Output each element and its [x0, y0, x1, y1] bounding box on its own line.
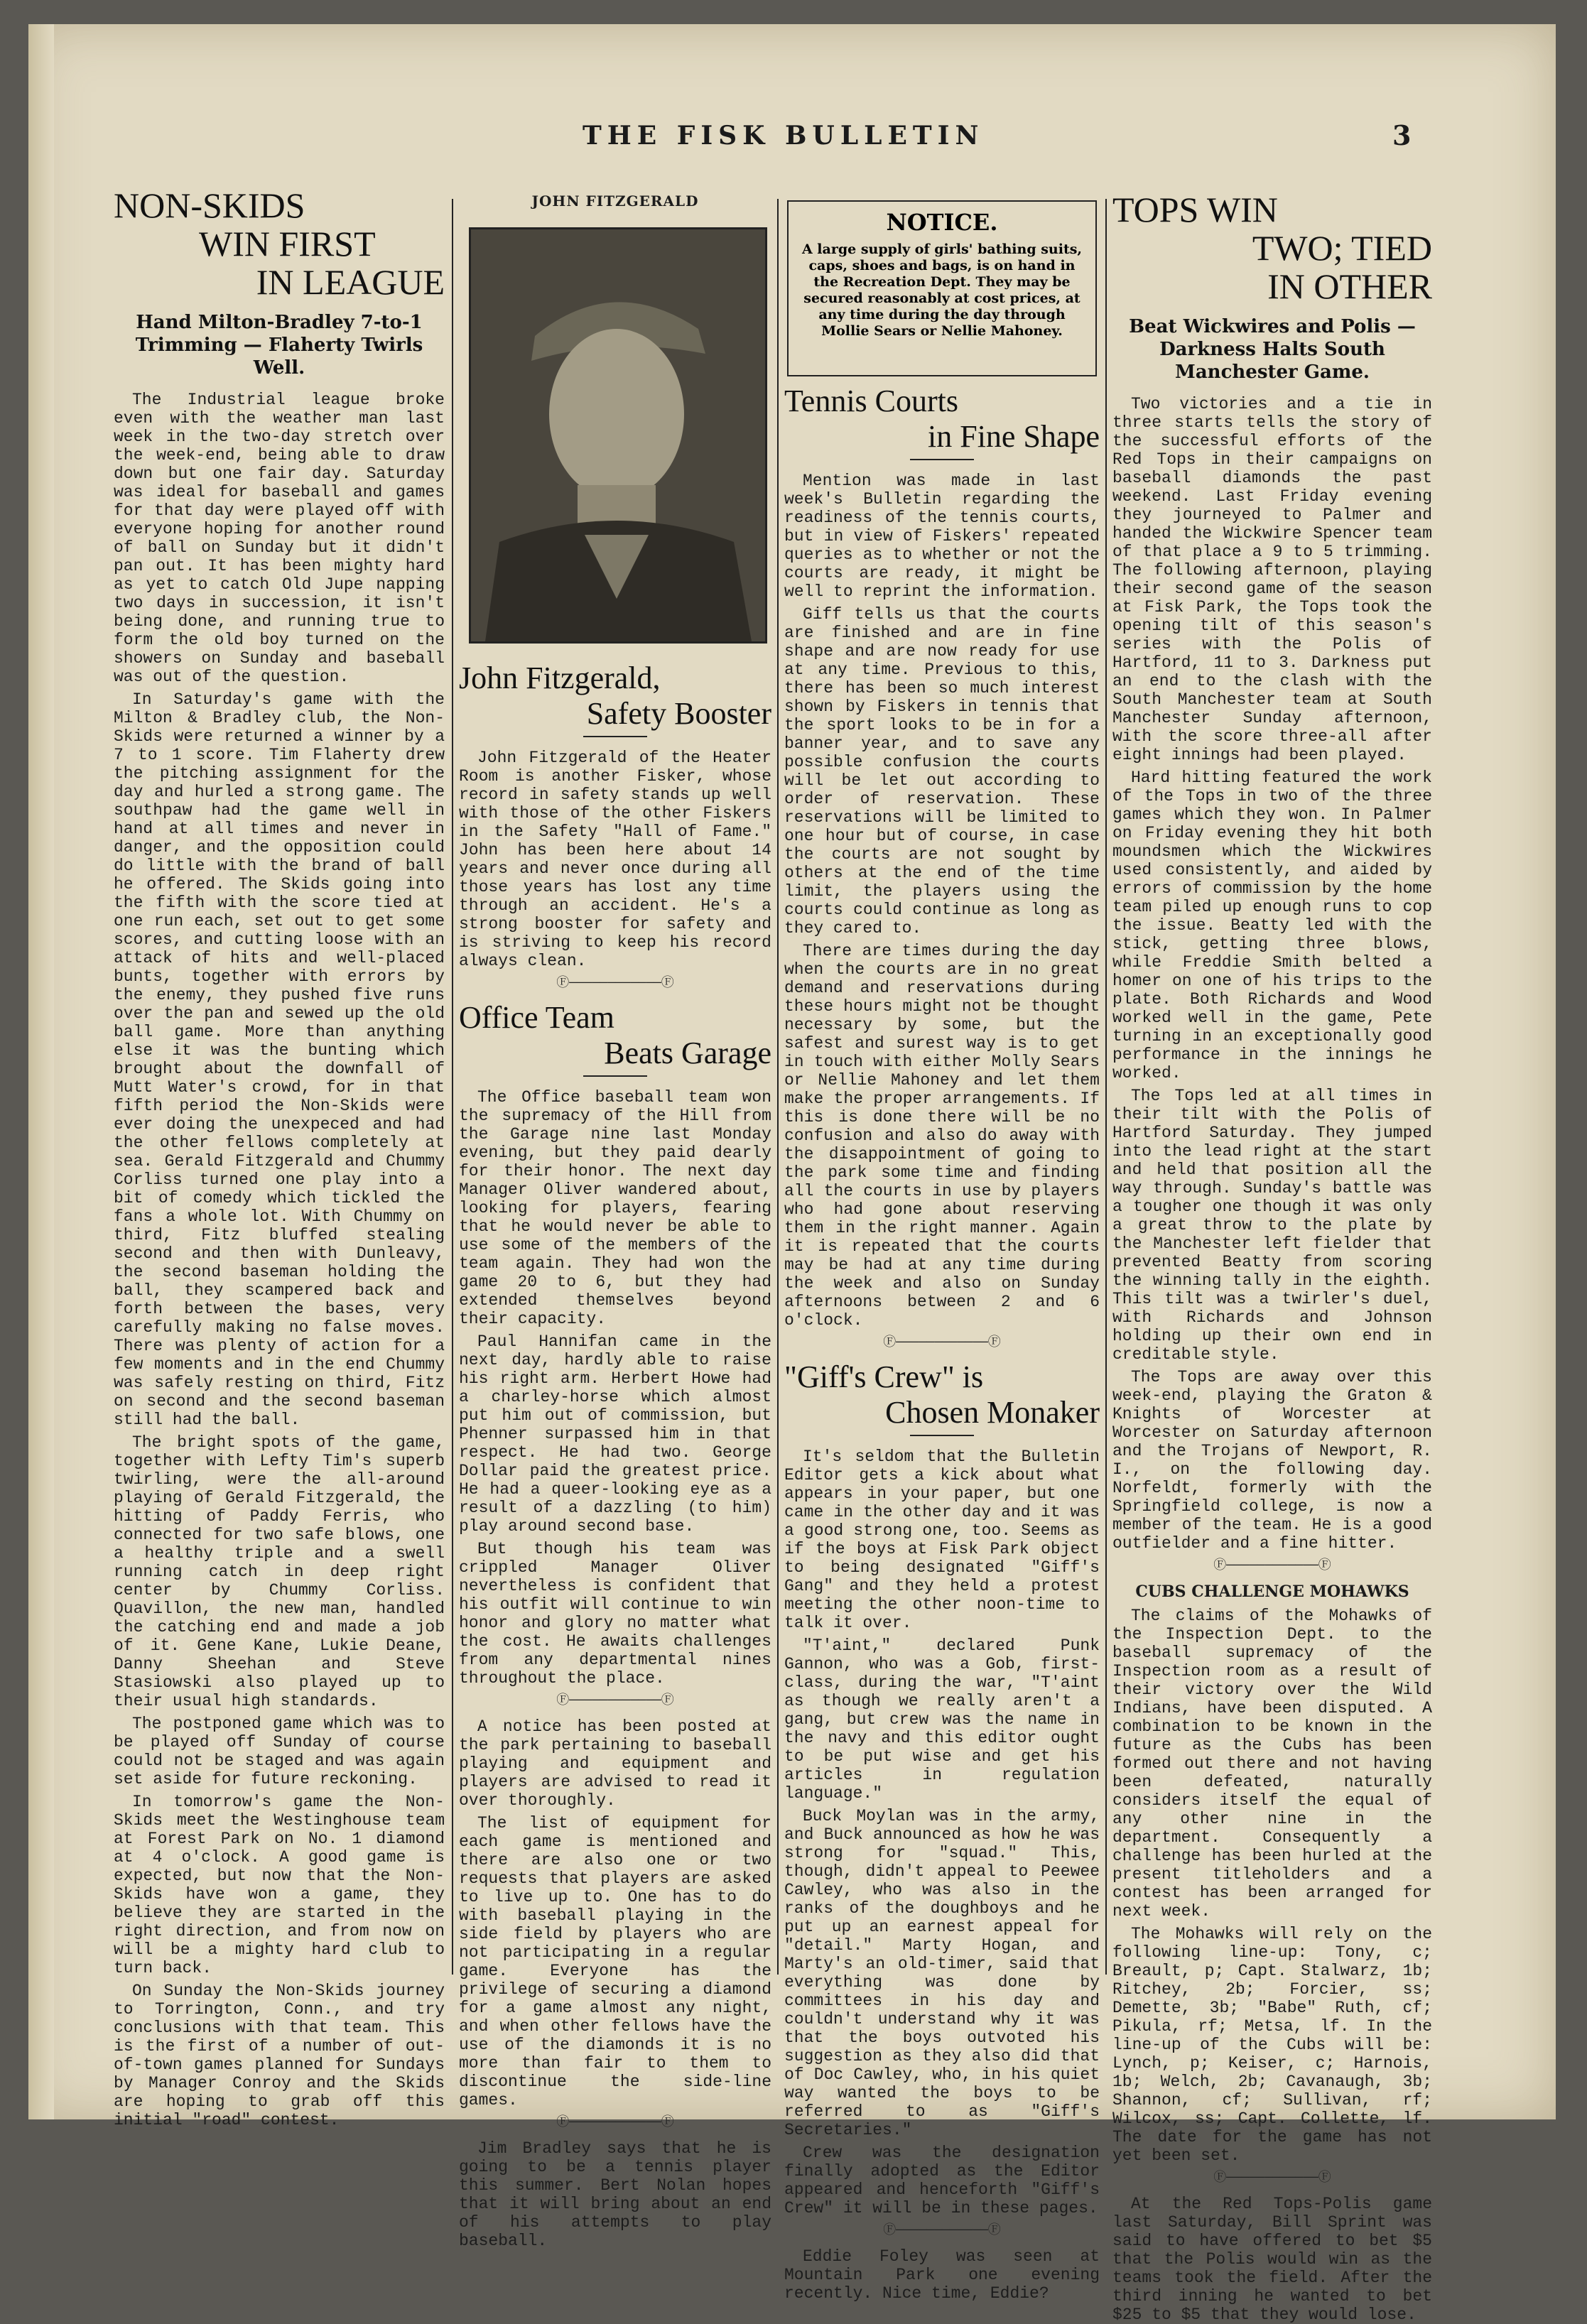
- headline-line: NON-SKIDS: [114, 185, 305, 225]
- ornament-divider: Ⓕ────────────Ⓕ: [883, 2224, 1001, 2238]
- subhead: Hand Milton-Bradley 7-to-1 Trimming — Flaherty Twirls Well.: [135, 312, 423, 379]
- paragraph: Giff tells us that the courts are finished and are in fine shape and are now ready for use at any time. Previous to this, there has been so much interest shown by Fiskers in tennis that the sport looks to be in for a banner year, and to save any possible confusion the courts will be let out according to order of reservation. These reservations will be limited to one hour but of course, in case the courts are not sought by others at the end of the time limit, the players using the courts could continue as long as they cared to.: [784, 605, 1100, 938]
- headline-line: Office Team: [459, 1000, 614, 1035]
- notice-body: A large supply of girls' bathing suits, caps, shoes and bags, is on hand in the Recreation Dept. They may be secured reasonably at cost prices, at any time during the day through Mollie Sears or Nellie Mahoney.: [801, 241, 1083, 339]
- column-tops: [1112, 190, 1432, 2324]
- ornament-divider: Ⓕ────────────Ⓕ: [556, 1694, 674, 1708]
- headline-line: in Fine Shape: [928, 419, 1100, 454]
- paragraph: In tomorrow's game the Non-Skids meet the Westinghouse team at Forest Park on No. 1 diamond at 4 o'clock. A good game is expected, but now that the Non-Skids have won a game, they believe they are started in the right direction, and from now on will be a mighty hard club to turn back.: [114, 1793, 445, 1977]
- divider: [583, 1075, 647, 1077]
- divider: [583, 736, 647, 737]
- column-non-skids: [114, 185, 445, 2129]
- paragraph: John Fitzgerald of the Heater Room is another Fisker, whose record in safety stands up well with those of the other Fiskers in the Safety "Hall of Fame." John has been here about 14 years and never once during all those years has lost any time through an accident. He's a strong booster for safety and is striving to keep his record always clean.: [459, 749, 771, 970]
- headline-line: "Giff's Crew" is: [784, 1359, 984, 1394]
- divider: [910, 1435, 974, 1436]
- column-rule-1: [452, 199, 453, 1975]
- page-number: 3: [1392, 119, 1412, 151]
- headline-line: Beats Garage: [604, 1036, 771, 1070]
- paragraph: The claims of the Mohawks of the Inspection Dept. to the baseball supremacy of the Inspection room as a result of their victory over the Wild Indians, have been disputed. A combination to be known in the future as the Cubs has been formed out there and not having been defeated, naturally considers itself the equal of any other nine in the department. Consequently a challenge has been hurled at the present titleholders and a contest has been arranged for next week.: [1112, 1607, 1432, 1921]
- page-binding-edge: [28, 24, 54, 2119]
- headline-line: TOPS WIN: [1112, 190, 1278, 229]
- subhead: Beat Wickwires and Polis — Darkness Halts South Manchester Game.: [1129, 316, 1416, 383]
- paragraph: On Sunday the Non-Skids journey to Torrington, Conn., and try conclusions with that team. This is the first of a number of out-of-town games planned for Sundays by Manager Conroy and the Skids are hoping to grab off this initial "road" contest.: [114, 1982, 445, 2129]
- paragraph: Mention was made in last week's Bulletin regarding the readiness of the tennis courts, but in view of Fiskers' repeated queries as to whether or not the courts are ready, it might be well to reprint the information.: [784, 472, 1100, 601]
- subhead: CUBS CHALLENGE MOHAWKS: [1135, 1582, 1409, 1601]
- divider: [910, 459, 974, 460]
- headline-line: John Fitzgerald,: [459, 661, 661, 695]
- paragraph: Eddie Foley was seen at Mountain Park one evening recently. Nice time, Eddie?: [784, 2247, 1100, 2303]
- column-fitzgerald-stories: [459, 661, 771, 2250]
- column-tennis: [784, 384, 1100, 2303]
- ornament-divider: Ⓕ────────────Ⓕ: [556, 2116, 674, 2130]
- paragraph: At the Red Tops-Polis game last Saturday, Bill Sprint was said to have offered to bet $5 that the Polis would win as the teams took the field. After the third inning he wanted to bet $25 to $5 that they would lose.: [1112, 2195, 1432, 2324]
- headline-line: Tennis Courts: [784, 384, 959, 418]
- masthead: THE FISK BULLETIN: [583, 121, 985, 151]
- paragraph: Jim Bradley says that he is going to be a tennis player this summer. Bert Nolan hopes that it will bring about an end of his attempts to play baseball.: [459, 2139, 771, 2250]
- headline-line: TWO; TIED: [1252, 228, 1432, 268]
- headline-line: Chosen Monaker: [885, 1395, 1100, 1430]
- paragraph: A notice has been posted at the park pertaining to baseball playing and equipment and players are advised to read it over thoroughly.: [459, 1717, 771, 1810]
- ornament-divider: Ⓕ────────────Ⓕ: [556, 977, 674, 991]
- portrait-photo: [469, 227, 767, 644]
- notice-title: NOTICE.: [886, 209, 998, 236]
- paragraph: The Industrial league broke even with the weather man last week in the two-day stretch over the week-end, being able to draw down but one fair day. Saturday was ideal for baseball and games for that day were played off with everyone hoping for another round of ball on Sunday but it didn't pan out. It has been mighty hard as yet to catch Old Jupe napping two days in succession, it isn't being done, and running true to form the old boy turned on the showers on Sunday and baseball was out of the question.: [114, 391, 445, 686]
- ornament-divider: Ⓕ────────────Ⓕ: [883, 1336, 1001, 1350]
- paragraph: There are times during the day when the courts are in no great demand and reservations during these hours might not be thought necessary by some, but the safest and surest way is to get in touch with either Molly Sears or Nellie Mahoney and let them make the proper arrangements. If this is done there will be no confusion and also do away with the disappointment of going to the park some time and finding all the courts in use by players who had gone about reserving them in the right manner. Again it is repeated that the courts may be had at any time during the week and also on Sunday afternoons between 2 and 6 o'clock.: [784, 942, 1100, 1330]
- paragraph: Paul Hannifan came in the next day, hardly able to raise his right arm. Herbert Howe had a charley-horse which almost put him out of commission, but Phenner surpassed him in that respect. He had two. George Dollar paid the greatest price. He had a queer-looking eye as a result of a dazzling (to him) play around second base.: [459, 1332, 771, 1536]
- headline-line: IN OTHER: [1267, 266, 1432, 306]
- paragraph: The postponed game which was to be played off Sunday of course could not be staged and was again set aside for future reckoning.: [114, 1715, 445, 1788]
- notice-box: [787, 200, 1097, 376]
- column-rule-3: [1105, 199, 1107, 1975]
- ornament-divider: Ⓕ────────────Ⓕ: [1213, 2171, 1331, 2185]
- paragraph: Hard hitting featured the work of the Tops in two of the three games which they won. In Palmer on Friday evening they hit both moundsmen which the Wickwires used consistently, and aided by errors of commission by the home team piled up enough runs to cop the issue. Beatty led with the stick, getting three blows, while Freddie Smith belted a homer on one of his trips to the plate. Both Richards and Wood worked well in the game, Pete turning in an exceptionally good performance in the innings he worked.: [1112, 769, 1432, 1082]
- paragraph: The Tops led at all times in their tilt with the Polis of Hartford Saturday. They jumped into the lead right at the start and held that position all the way through. Sunday's battle was a tougher one though it was only a great throw to the plate by the Manchester left fielder that prevented Beatty from scoring the winning tally in the eighth. This tilt was a twirler's duel, with Richards and Johnson holding up their own end in creditable style.: [1112, 1087, 1432, 1364]
- paragraph: Crew was the designation finally adopted as the Editor appeared and henceforth "Giff's Crew" it will be in these pages.: [784, 2144, 1100, 2217]
- headline-line: WIN FIRST: [199, 224, 376, 264]
- paragraph: The Office baseball team won the supremacy of the Hill from the Garage nine last Monday evening, but they paid dearly for their honor. The next day Manager Oliver wandered about, looking for players, fearing that he would never be able to use some of the members of the team again. They had won the game 20 to 6, but they had extended themselves beyond their capacity.: [459, 1088, 771, 1328]
- paragraph: The Mohawks will rely on the following line-up: Tony, c; Breault, p; Capt. Stalwarz, 1b; Ritchey, 2b; Forcier, ss; Demette, 3b; "Babe" Ruth, cf; Pikula, rf; Metsa, lf. In the line-up of the Cubs will be: Lynch, p; Keiser, c; Harnois, 1b; Welch, 2b; Cavanaugh, 3b; Shannon, cf; Sullivan, rf; Wilcox, ss; Capt. Collette, lf. The date for the game has not yet been set.: [1112, 1925, 1432, 2165]
- paragraph: The list of equipment for each game is mentioned and there are also one or two requests that players are asked to live up to. One has to do with baseball playing in the side field by players who are not participating in a regular game. Everyone has the privilege of securing a diamond for a game almost any night, and when other fellows have the use of the diamonds it is no more than fair to them to discontinue the side-line games.: [459, 1814, 771, 2109]
- paragraph: "T'aint," declared Punk Gannon, who was a Gob, first-class, during the war, "T'aint as though we really aren't a gang, but crew was the name in the navy and this editor ought to be put wise and get his articles in regulation language.": [784, 1636, 1100, 1803]
- ornament-divider: Ⓕ────────────Ⓕ: [1213, 1559, 1331, 1573]
- paragraph: Two victories and a tie in three starts tells the story of the successful efforts of the Red Tops in their campaigns on baseball diamonds the past weekend. Last Friday evening they journeyed to Palmer and handed the Wickwire Spencer team of that place a 9 to 5 trimming. The following afternoon, playing their second game of the season at Fisk Park, the Tops took the opening tilt of this season's series with the Polis of Hartford, 11 to 3. Darkness put an end to the clash with the South Manchester team at South Manchester Sunday afternoon, with the score three-all after eight innings had been played.: [1112, 395, 1432, 764]
- headline-line: Safety Booster: [586, 696, 771, 731]
- portrait-illustration: [471, 229, 765, 641]
- paragraph: The bright spots of the game, together with Lefty Tim's superb twirling, were the all-around playing of Gerald Fitzgerald, the hitting of Paddy Ferris, who connected for two safe blows, one a healthy triple and a swell running catch in deep right center by Chummy Corliss. Quavillon, the new man, handled the catching end and made a job of it. Gene Kane, Lukie Deane, Danny Sheehan and Steve Stasiowski also played up to their usual high standards.: [114, 1433, 445, 1710]
- paragraph: In Saturday's game with the Milton & Bradley club, the Non-Skids were returned a winner by a 7 to 1 score. Tim Flaherty drew the pitching assignment for the day and hurled a strong game. The southpaw had the game well in hand at all times and never in danger, and the opposition could do little with the brand of ball he offered. The Skids going into the fifth with the score tied at one run each, set out to get some scores, and cutting loose with an attack of hits and well-placed bunts, together with errors by the enemy, they pushed five runs over the pan and sewed up the old ball game. More than anything else it was the bunting which brought about the downfall of Mutt Water's crowd, for in that fifth period the Non-Skids were ever doing the unexpeced and had the other fellows completely at sea. Gerald Fitzgerald and Chummy Corliss turned one play into a bit of comedy which tickled the fans a whole lot. With Chummy on third, Fitz bluffed stealing second and then with Dunleavy, the second baseman holding the ball, they scampered back and forth between the bases, very carefully making no false moves. There was plenty of action for a few moments and in the end Chummy was safely resting on third, Fitz on second and the second baseman still had the ball.: [114, 690, 445, 1429]
- paragraph: It's seldom that the Bulletin Editor gets a kick about what appears in your paper, but one came in the other day and it was a good strong one, too. Seems as if the boys at Fisk Park object to being designated "Giff's Gang" and they held a protest meeting the other noon-time to talk it over.: [784, 1448, 1100, 1632]
- paragraph: The Tops are away over this week-end, playing the Graton & Knights of Worcester at Worcester on Saturday afternoon and the Trojans of Newport, R. I., on the following day. Norfeldt, formerly with the Springfield college, is now a member of the team. He is a good outfielder and a fine hitter.: [1112, 1368, 1432, 1553]
- headline-line: IN LEAGUE: [256, 262, 445, 302]
- paragraph: But though his team was crippled Manager Oliver nevertheless is confident that his outfit will continue to win honor and glory no matter what the cost. He awaits challenges from any departmental nines throughout the place.: [459, 1540, 771, 1688]
- column-rule-2: [777, 199, 779, 1975]
- paragraph: Buck Moylan was in the army, and Buck announced as how he was strong for "squad." This, though, didn't appeal to Peewee Cawley, who was also in the ranks of the doughboys and he put up an earnest appeal for "detail." Marty Hogan, and Marty's an old-timer, said that everything was done by committees in his day and couldn't understand why it was that the boys outvoted his suggestion as they also did that of Doc Cawley, who, in his quiet way wanted the boys to be referred to as "Giff's Secretaries.": [784, 1807, 1100, 2139]
- photo-caption: JOHN FITZGERALD: [531, 192, 699, 210]
